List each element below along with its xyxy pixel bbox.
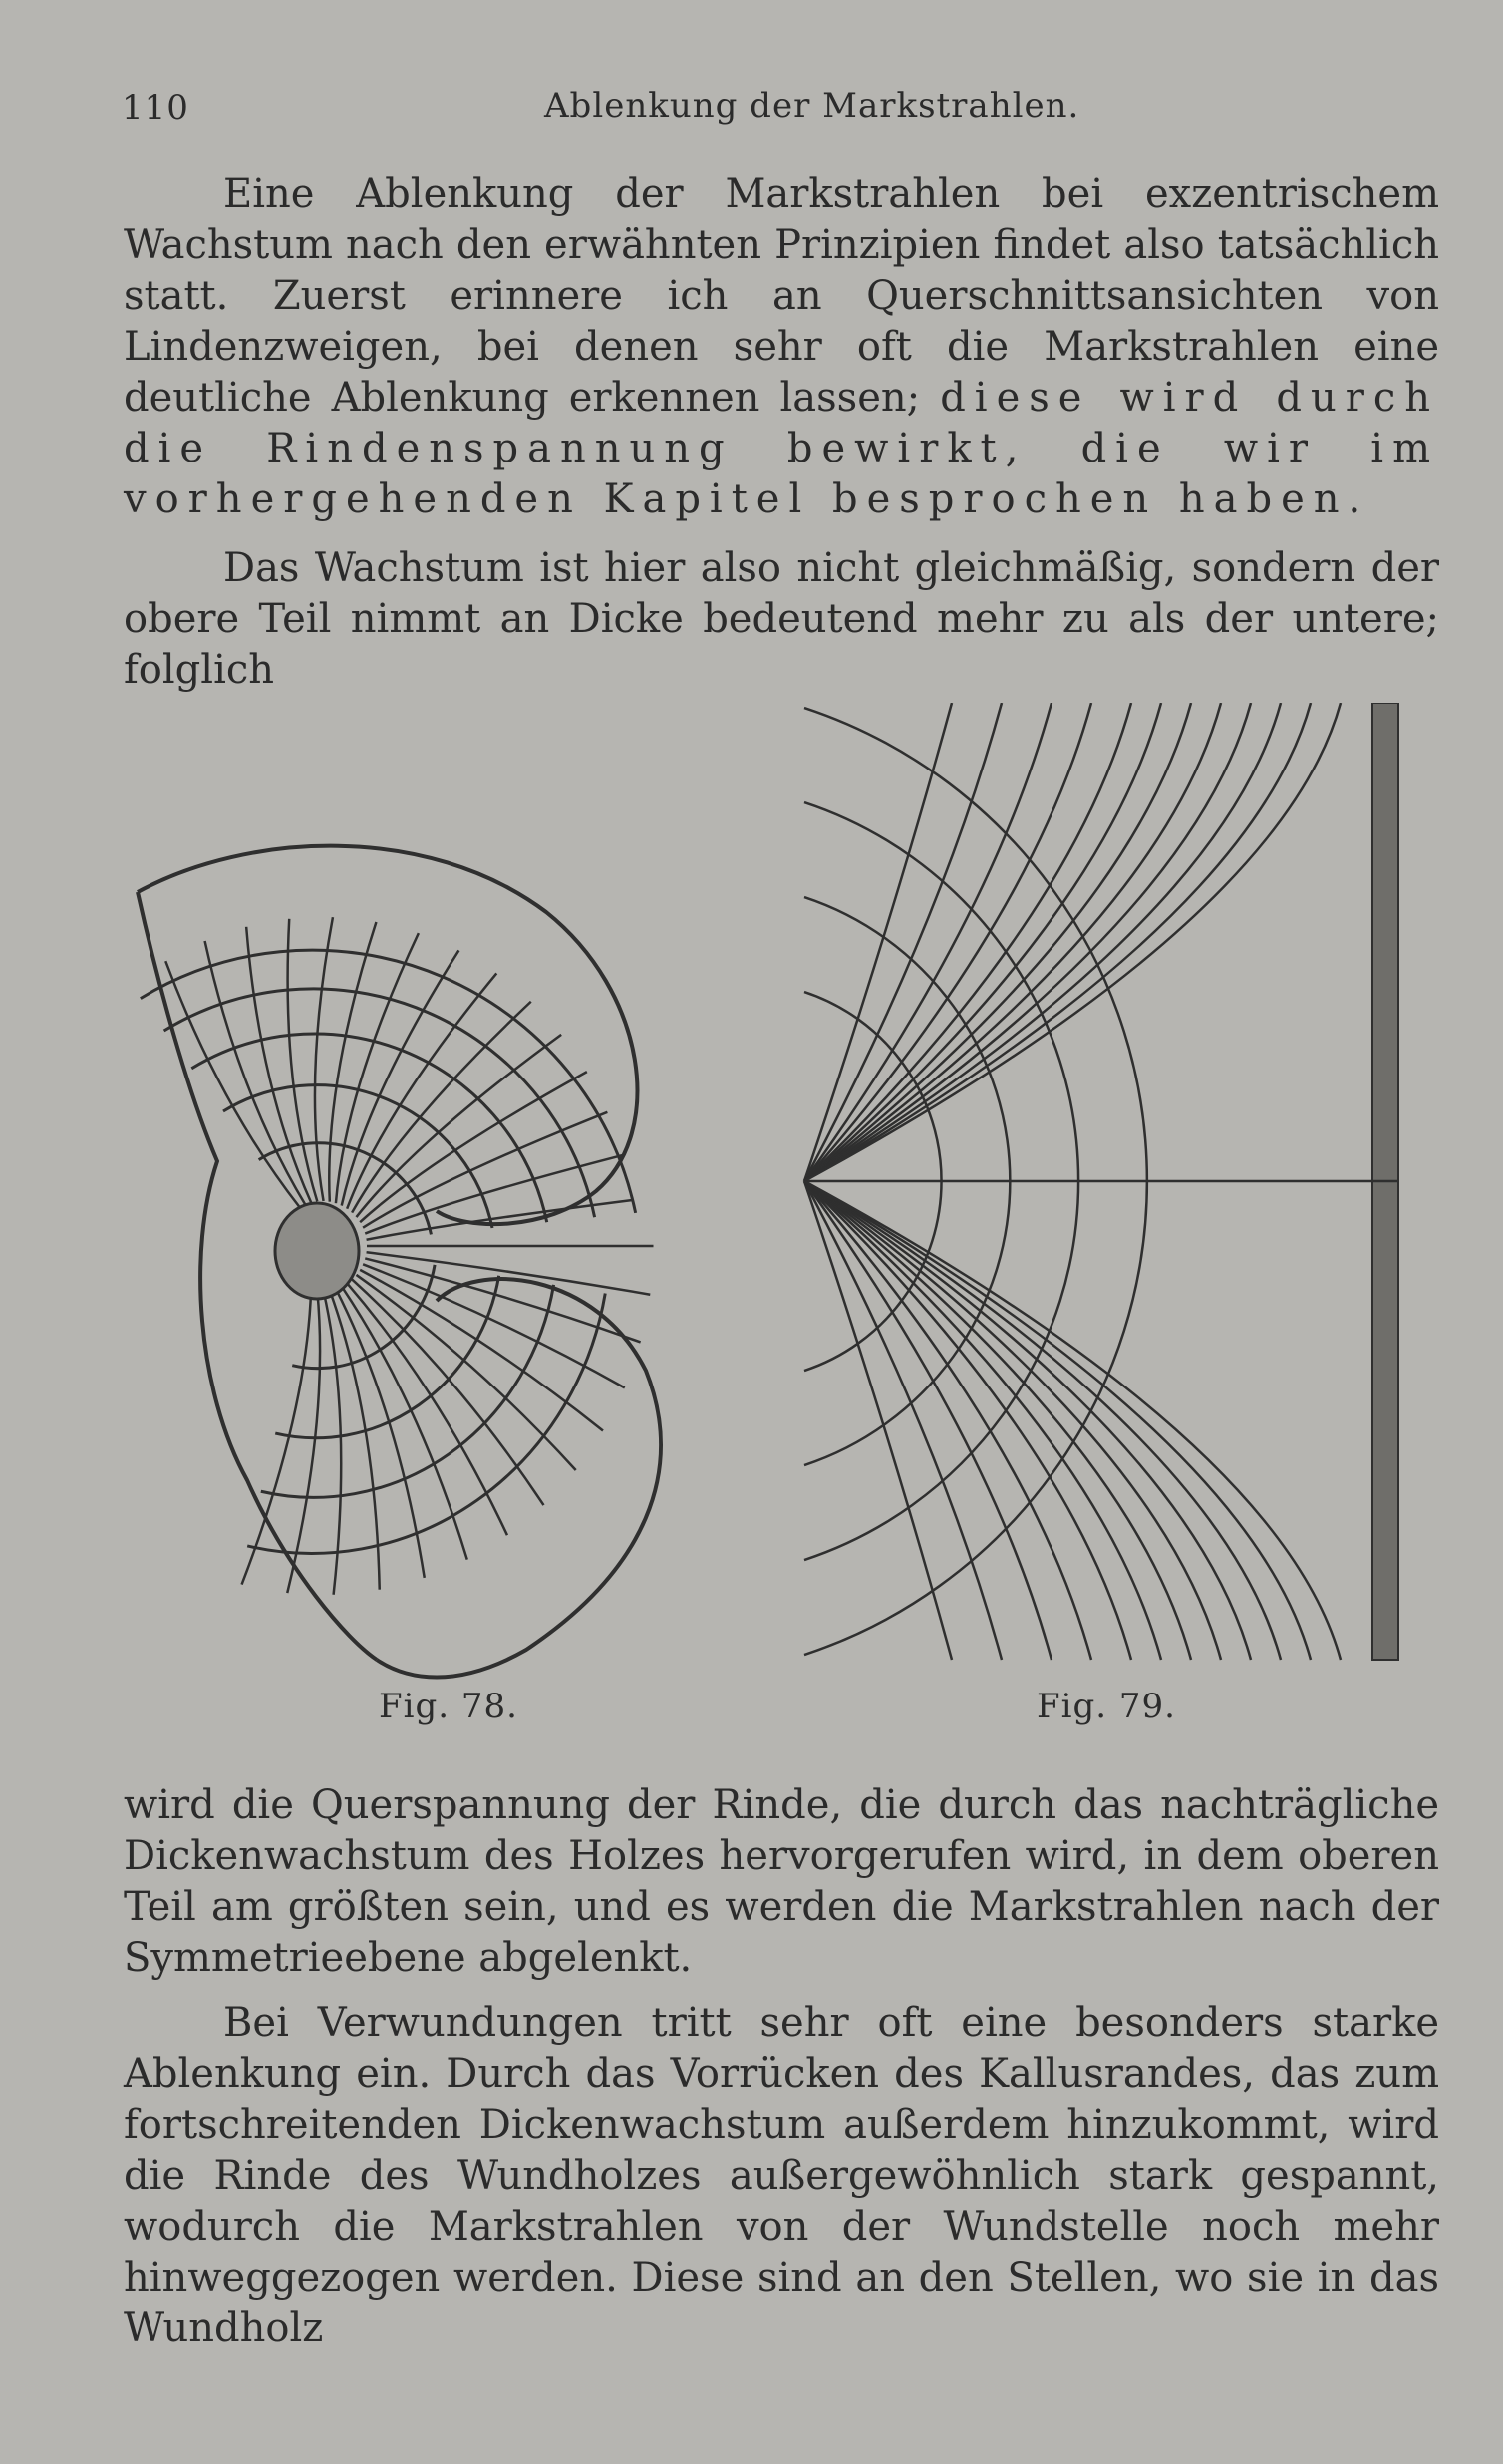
fig78-ray: [367, 1200, 632, 1240]
paragraph-4: [124, 1999, 1439, 2354]
paragraph-4-text: Bei Verwundungen tritt sehr oft eine besonders starke Ablenkung ein. Durch das Vorrücken des Kallusrandes, das zum fortschreitenden Dickenwachstum außerdem hinzukommt, wird die Rinde des Wundholzes außergewöhnlich stark gespannt, wodurch die Markstrahlen von der Wundstelle noch mehr hinweggezogen werden. Diese sind an den Stellen, wo sie in das Wundholz: [124, 2001, 1439, 2351]
fig79-ray-bottom-3: [804, 1181, 1091, 1660]
paragraph-2: [124, 543, 1439, 696]
figure-79: [792, 703, 1410, 1680]
fig78-ray: [287, 1291, 320, 1593]
fig78-ray: [324, 1291, 342, 1595]
fig78-lower-outline: [377, 1279, 661, 1677]
figure-78: [128, 832, 676, 1690]
fig78-ring-lower-3: [247, 1294, 605, 1554]
fig79-ray-bottom-1: [804, 1181, 1002, 1660]
figure-78-illustration: [128, 832, 676, 1690]
paragraph-2-text: Das Wachstum ist hier also nicht gleichmäßig, sondern der obere Teil nimmt an Dicke bedeutend mehr zu als der untere; folglich: [124, 545, 1439, 693]
fig78-ray: [246, 927, 311, 1203]
fig78-ray: [165, 961, 299, 1207]
fig78-ray: [367, 1252, 651, 1294]
fig78-ring-lower-2: [261, 1285, 554, 1497]
fig78-ray: [365, 1155, 622, 1234]
fig79-ray-top-3: [804, 703, 1091, 1181]
running-head: Ablenkung der Markstrahlen.: [544, 86, 1080, 126]
paragraph-1-emphasis: diese wird durch die Rindenspannung bewirkt, die wir im vorhergehenden Kapitel besprochen haben.: [124, 375, 1440, 522]
figure-78-caption: Fig. 78.: [379, 1687, 518, 1726]
fig78-ray: [205, 941, 306, 1204]
figure-79-caption: Fig. 79.: [1037, 1687, 1176, 1726]
page-number: 110: [122, 88, 189, 128]
fig79-ray-top-1: [804, 703, 1002, 1181]
fig78-ray: [288, 919, 318, 1201]
paragraph-3-text: wird die Querspannung der Rinde, die durch das nachträgliche Dickenwachstum des Holzes hervorgerufen wird, in dem oberen Teil am größten sein, und es werden die Markstrahlen nach der Symmetrieebene abgelenkt.: [124, 1782, 1439, 1981]
fig78-ray: [352, 1279, 543, 1505]
paragraph-1-text: Eine Ablenkung der Markstrahlen bei exzentrischem Wachstum nach den erwähnten Prinzipien findet also tatsächlich statt. Zuerst erinnere ich an Querschnittsansichten von Lindenzweigen, bei denen sehr oft die Markstrahlen eine deutliche Ablenkung erkennen lassen;: [124, 171, 1439, 421]
paragraph-1: [124, 169, 1439, 525]
paragraph-3: [124, 1780, 1439, 1984]
fig78-pith: [275, 1203, 359, 1299]
figure-79-diagram: [792, 703, 1410, 1680]
fig78-ray: [352, 1002, 531, 1213]
